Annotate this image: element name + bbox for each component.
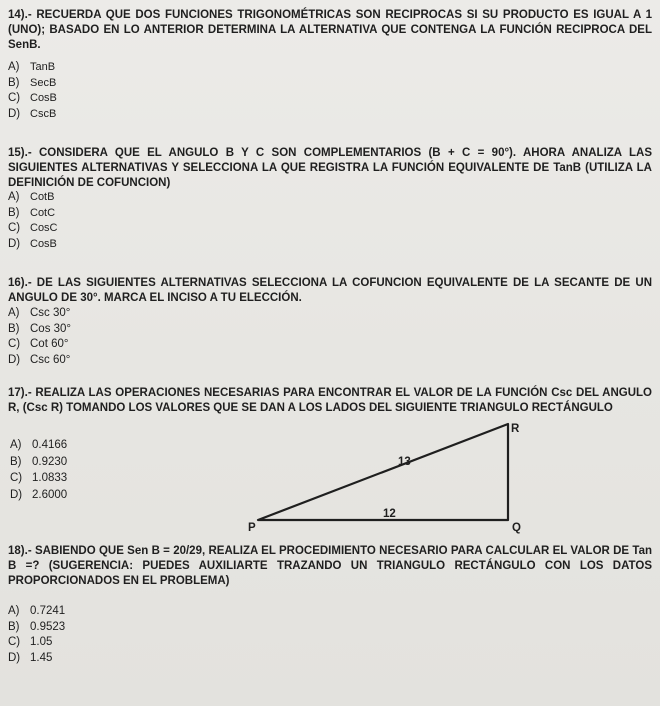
option-value: Csc 30° — [30, 307, 71, 319]
option-value: CotB — [30, 191, 55, 203]
option-letter: D) — [8, 651, 21, 664]
question-15-options — [8, 190, 58, 252]
option-value: CscB — [30, 107, 57, 120]
option-letter: A) — [10, 439, 22, 451]
question-18-text: 18).- SABIENDO QUE Sen B = 20/29, REALIZA EL PROCEDIMIENTO NECESARIO PARA CALCULAR EL VALOR DE Tan B =? (SUGERENCIA: PUEDES AUXILIARTE TRAZANDO UN TRIANGULO RECTÁNGULO CON LOS DATOS PROPORCIONADOS EN EL PROBLEMA) — [8, 545, 652, 587]
option-14-a[interactable] — [8, 60, 57, 76]
option-17-d[interactable] — [10, 487, 67, 504]
option-letter: C) — [8, 222, 21, 234]
vertex-p-label: P — [248, 522, 256, 534]
option-letter: C) — [10, 472, 23, 484]
option-value: Csc 60° — [30, 353, 71, 366]
question-16-options — [8, 306, 71, 368]
option-value: 0.9523 — [30, 620, 66, 633]
option-18-a[interactable] — [8, 604, 65, 620]
option-letter: B) — [8, 76, 20, 89]
option-15-a[interactable] — [8, 190, 58, 206]
question-18-options — [8, 604, 65, 666]
option-value: 2.6000 — [32, 488, 68, 501]
option-value: TanB — [30, 61, 56, 73]
option-letter: D) — [8, 107, 21, 120]
right-triangle-diagram — [246, 410, 536, 542]
question-15-text: 15).- CONSIDERA QUE EL ANGULO B Y C SON COMPLEMENTARIOS (B + C = 90°). AHORA ANALIZA LAS SIGUIENTES ALTERNATIVAS Y SELECCIONA LA QUE REGISTRA LA FUNCIÓN EQUIVALENTE DE TanB (UTILIZA LA DEFINICIÓN DE COFUNCION) — [8, 147, 652, 189]
option-value: 1.45 — [30, 651, 53, 664]
question-17-options — [10, 437, 67, 503]
option-letter: D) — [8, 353, 21, 366]
option-value: 1.05 — [30, 636, 53, 648]
option-17-b[interactable] — [10, 454, 67, 471]
option-letter: A) — [8, 191, 20, 203]
option-value: 0.9230 — [32, 455, 68, 468]
option-letter: A) — [8, 61, 20, 73]
option-letter: B) — [8, 322, 20, 335]
option-letter: D) — [8, 237, 21, 250]
option-value: CosB — [30, 237, 57, 250]
option-18-c[interactable] — [8, 635, 65, 651]
option-value: 0.4166 — [32, 439, 68, 451]
option-16-d[interactable] — [8, 353, 71, 369]
option-letter: B) — [10, 455, 22, 468]
option-15-b[interactable] — [8, 206, 58, 222]
question-14-text: 14).- RECUERDA QUE DOS FUNCIONES TRIGONOMÉTRICAS SON RECIPROCAS SI SU PRODUCTO ES IGUAL A 1 (UNO); BASADO EN LO ANTERIOR DETERMINA LA ALTERNATIVA QUE CONTENGA LA FUNCIÓN RECIPROCA DEL SenB. — [8, 9, 652, 51]
option-16-a[interactable] — [8, 306, 71, 322]
question-14-options — [8, 60, 57, 122]
option-letter: B) — [8, 206, 20, 219]
option-15-d[interactable] — [8, 237, 58, 253]
option-letter: A) — [8, 605, 20, 617]
option-17-a[interactable] — [10, 437, 67, 454]
option-letter: C) — [8, 338, 21, 350]
option-value: CosC — [30, 222, 58, 234]
question-16-text: 16).- DE LAS SIGUIENTES ALTERNATIVAS SELECCIONA LA COFUNCION EQUIVALENTE DE LA SECANTE DE UN ANGULO DE 30°. MARCA EL INCISO A TU ELECCIÓN. — [8, 277, 652, 304]
option-value: SecB — [30, 76, 57, 89]
option-letter: A) — [8, 307, 20, 319]
option-value: CotC — [30, 206, 56, 219]
option-14-c[interactable] — [8, 91, 57, 107]
vertex-q-label: Q — [512, 522, 521, 534]
question-17-text: 17).- REALIZA LAS OPERACIONES NECESARIAS PARA ENCONTRAR EL VALOR DE LA FUNCIÓN Csc DEL ANGULO R, (Csc R) TOMANDO LOS VALORES QUE SE DAN A LOS LADOS DEL SIGUIENTE TRIANGULO RECTÁNGULO — [8, 387, 652, 414]
vertex-r-label: R — [511, 423, 520, 435]
option-14-d[interactable] — [8, 107, 57, 123]
option-15-c[interactable] — [8, 221, 58, 237]
triangle-shape — [258, 424, 508, 520]
option-value: 0.7241 — [30, 605, 66, 617]
option-value: Cos 30° — [30, 322, 72, 335]
option-value: 1.0833 — [32, 472, 68, 484]
option-letter: C) — [8, 92, 21, 104]
option-value: Cot 60° — [30, 338, 69, 350]
base-length-label: 12 — [383, 508, 396, 520]
option-14-b[interactable] — [8, 76, 57, 92]
option-16-c[interactable] — [8, 337, 71, 353]
option-17-c[interactable] — [10, 470, 67, 487]
hypotenuse-length-label: 13 — [398, 456, 411, 468]
option-16-b[interactable] — [8, 322, 71, 338]
option-letter: B) — [8, 620, 20, 633]
option-18-d[interactable] — [8, 651, 65, 667]
option-letter: D) — [10, 488, 23, 501]
option-letter: C) — [8, 636, 21, 648]
option-18-b[interactable] — [8, 620, 65, 636]
option-value: CosB — [30, 92, 57, 104]
